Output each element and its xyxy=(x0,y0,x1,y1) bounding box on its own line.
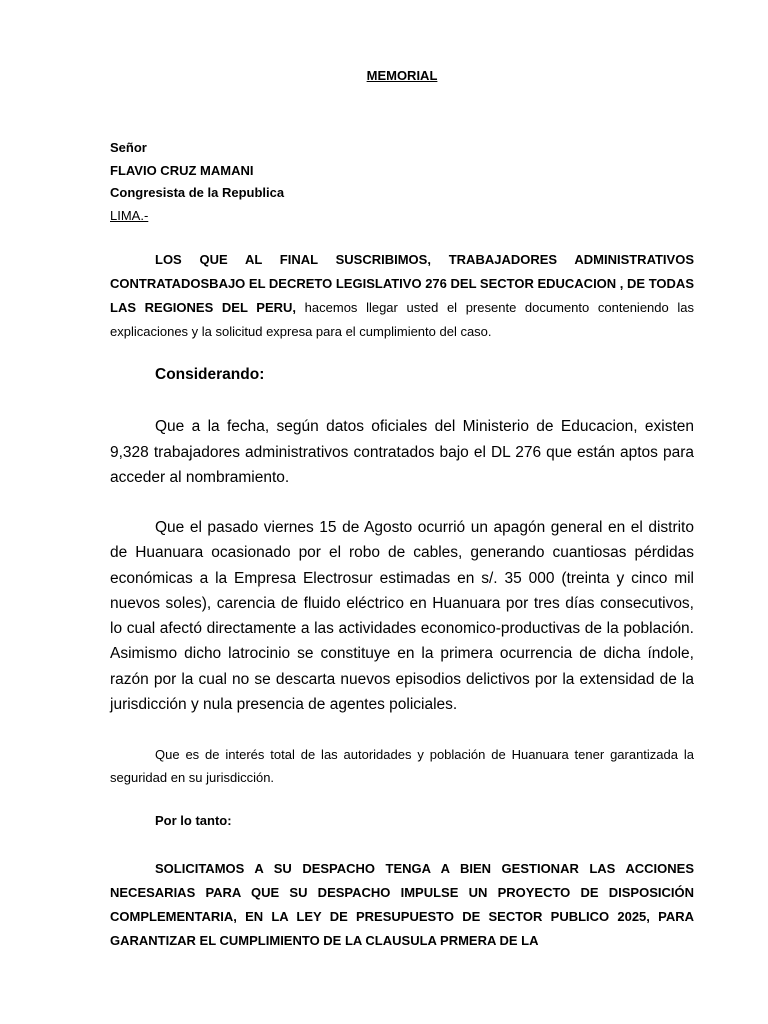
salutation: Señor xyxy=(110,140,147,155)
paragraph-2: Que el pasado viernes 15 de Agosto ocurrió un apagón general en el distrito de Huanuara ocasionado por el robo de cables, generando cuantiosas pérdidas económicas a la Empresa Electrosur estimadas en s/. 35 000 (treinta y cinco mil nuevos soles), carencia de fluido eléctrico en Huanuara por tres días consecutivos, lo cual afectó directamente a las actividades economico-productivas de la población. Asimismo dicho latrocinio se constituye en la primera ocurrencia de dicha índole, razón por la cual no se descarta nuevos episodios delictivos por la extensidad de la jurisdicción y nula presencia de agentes policiales. xyxy=(110,519,694,714)
request-paragraph: SOLICITAMOS A SU DESPACHO TENGA A BIEN GESTIONAR LAS ACCIONES NECESARIAS PARA QUE SU DESPACHO IMPULSE UN PROYECTO DE DISPOSICIÓN COMPLEMENTARIA, EN LA LEY DE PRESUPUESTO DE SECTOR PUBLICO 2025, PARA GARANTIZAR EL CUMPLIMIENTO DE LA CLAUSULA PRMERA DE LA xyxy=(110,861,694,948)
por-lo-tanto-heading: Por lo tanto: xyxy=(155,813,232,828)
considerando-heading: Considerando: xyxy=(155,366,265,383)
intro-paragraph xyxy=(110,248,694,344)
addressee-city: LIMA.- xyxy=(110,207,149,223)
addressee-block xyxy=(110,137,284,227)
paragraph-3: Que es de interés total de las autoridades y población de Huanuara tener garantizada la seguridad en su jurisdicción. xyxy=(110,747,694,785)
addressee-position: Congresista de la Republica xyxy=(110,185,285,200)
document-title: MEMORIAL xyxy=(366,68,438,83)
addressee-name: FLAVIO CRUZ MAMANI xyxy=(110,162,254,178)
intro-normal-text: hacemos llegar usted el presente documento conteniendo las explicaciones y la solicitud expresa para el cumplimiento del caso. xyxy=(110,300,694,339)
intro-bold-text: LOS QUE AL FINAL SUSCRIBIMOS, TRABAJADORES ADMINISTRATIVOS CONTRATADOSBAJO EL DECRETO LEGISLATIVO 276 DEL SECTOR EDUCACION , DE TODAS LAS REGIONES DEL PERU, xyxy=(110,252,694,315)
paragraph-1: Que a la fecha, según datos oficiales del Ministerio de Educacion, existen 9,328 trabajadores administrativos contratados bajo el DL 276 que están aptos para acceder al nombramiento. xyxy=(110,418,694,486)
